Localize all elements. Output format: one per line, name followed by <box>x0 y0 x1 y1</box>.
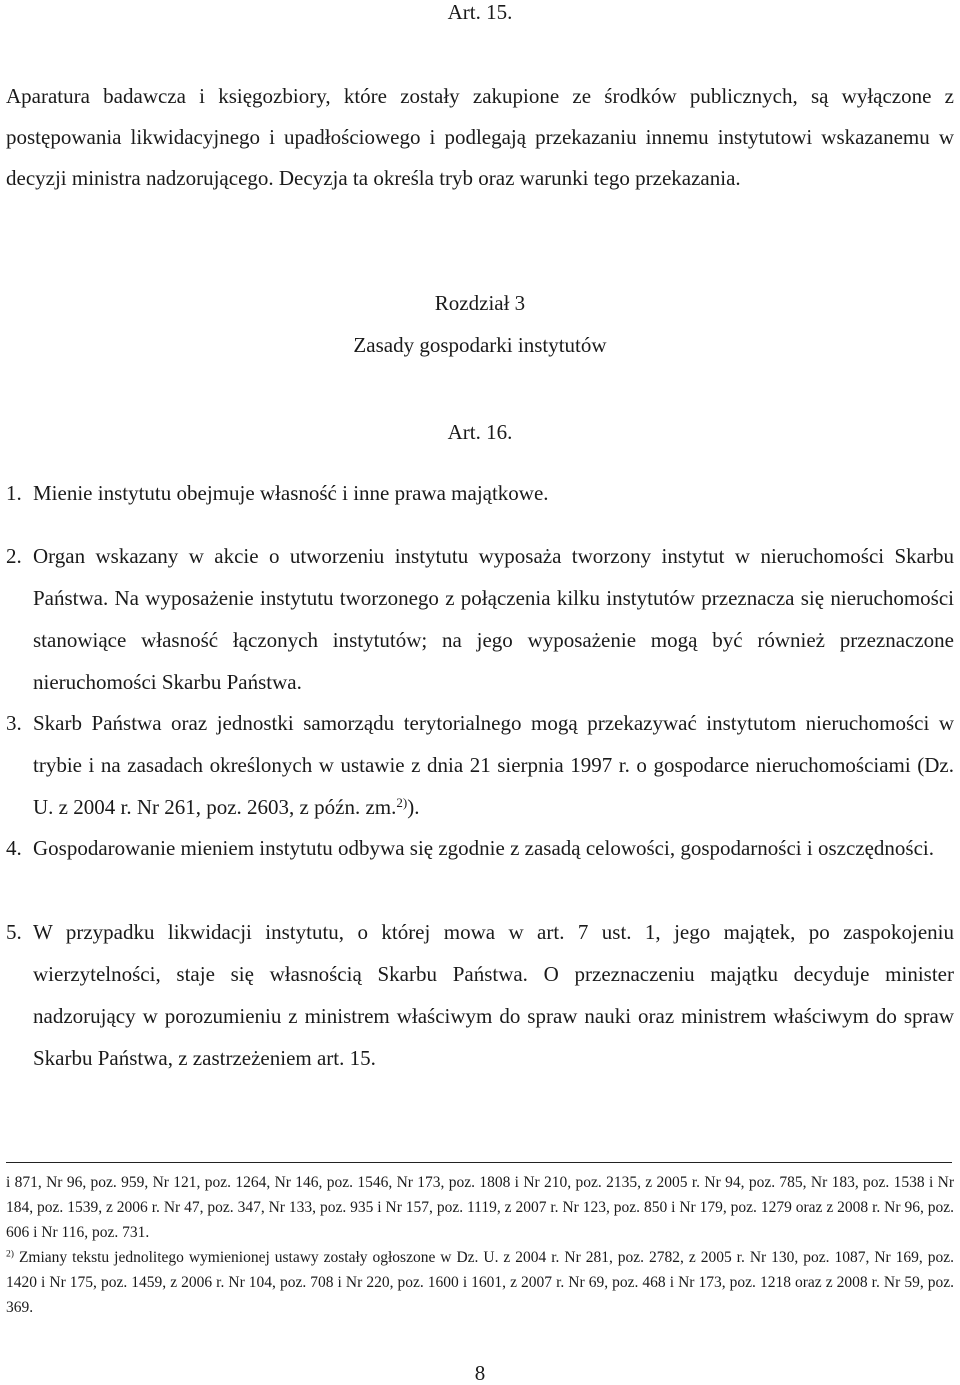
article-16-item-1 <box>6 472 954 514</box>
chapter-title: Zasady gospodarki instytutów <box>353 333 607 357</box>
item-number: 3. <box>6 711 22 735</box>
article-16-item-3 <box>6 702 954 828</box>
article-15-heading: Art. 15. <box>447 0 513 24</box>
item-text: Mienie instytutu obejmuje własność i inne prawa majątkowe. <box>33 481 549 505</box>
item-text: W przypadku likwidacji instytutu, o której mowa w art. 7 ust. 1, jego majątek, po zaspokojeniu wierzytelności, staje się własnością Skarbu Państwa. O przeznaczeniu majątku decyduje minister nadzorujący w porozumieniu z ministrem właściwym do spraw nauki oraz ministrem właściwym do spraw Skarbu Państwa, z zastrzeżeniem art. 15. <box>33 920 954 1070</box>
item-text-tail: ). <box>407 795 420 819</box>
article-16-item-4 <box>6 827 954 869</box>
article-15-text: Aparatura badawcza i księgozbiory, które zostały zakupione ze środków publicznych, są wyłączone z postępowania likwidacyjnego i upadłościowego i podlegają przekazaniu innemu instytutowi wskazanemu w decyzji ministra nadzorującego. Decyzja ta określa tryb oraz warunki tego przekazania. <box>6 84 954 190</box>
chapter-label: Rozdział 3 <box>434 291 526 315</box>
item-number: 1. <box>6 481 22 505</box>
article-16-heading: Art. 16. <box>447 420 513 444</box>
article-16-item-5 <box>6 911 954 1079</box>
footnote-marker-2: 2) <box>6 1248 14 1260</box>
article-16-item-2 <box>6 535 954 703</box>
footnote-ref-2: 2) <box>396 794 408 810</box>
item-number: 5. <box>6 920 22 944</box>
item-text: Organ wskazany w akcie o utworzeniu instytutu wyposaża tworzony instytut w nieruchomości Skarbu Państwa. Na wyposażenie instytutu tworzonego z połączenia kilku instytutów przeznacza się nieruchomości stanowiące własność łączonych instytutów; na jego wyposażenie mogą być również przeznaczone nieruchomości Skarbu Państwa. <box>33 544 954 694</box>
item-number: 2. <box>6 544 22 568</box>
footnote-2 <box>6 1245 954 1320</box>
item-text: Skarb Państwa oraz jednostki samorządu terytorialnego mogą przekazywać instytutom nieruchomości w trybie i na zasadach określonych w ustawie z dnia 21 sierpnia 1997 r. o gospodarce nieruchomościami (Dz. U. z 2004 r. Nr 261, poz. 2603, z późn. zm. <box>33 711 954 819</box>
footnote-separator <box>6 1162 952 1163</box>
item-text: Gospodarowanie mieniem instytutu odbywa się zgodnie z zasadą celowości, gospodarności i oszczędności. <box>33 836 935 860</box>
footnotes <box>6 1170 954 1320</box>
page-number: 8 <box>474 1361 486 1385</box>
item-number: 4. <box>6 836 22 860</box>
footnote-2-text: Zmiany tekstu jednolitego wymienionej ustawy zostały ogłoszone w Dz. U. z 2004 r. Nr 281, poz. 2782, z 2005 r. Nr 130, poz. 1087, Nr 169, poz. 1420 i Nr 175, poz. 1459, z 2006 r. Nr 104, poz. 708 i Nr 220, poz. 1600 i 1601, z 2007 r. Nr 69, poz. 468 i Nr 173, poz. 1218 oraz z 2008 r. Nr 59, poz. 369. <box>6 1249 954 1316</box>
footnote-continuation: i 871, Nr 96, poz. 959, Nr 121, poz. 1264, Nr 146, poz. 1546, Nr 173, poz. 1808 i Nr 210, poz. 2135, z 2005 r. Nr 94, poz. 785, Nr 183, poz. 1538 i Nr 184, poz. 1539, z 2006 r. Nr 47, poz. 347, Nr 133, poz. 935 i Nr 157, poz. 1119, z 2007 r. Nr 123, poz. 850 i Nr 179, poz. 1279 oraz z 2008 r. Nr 96, poz. 606 i Nr 116, poz. 731. <box>6 1174 954 1241</box>
